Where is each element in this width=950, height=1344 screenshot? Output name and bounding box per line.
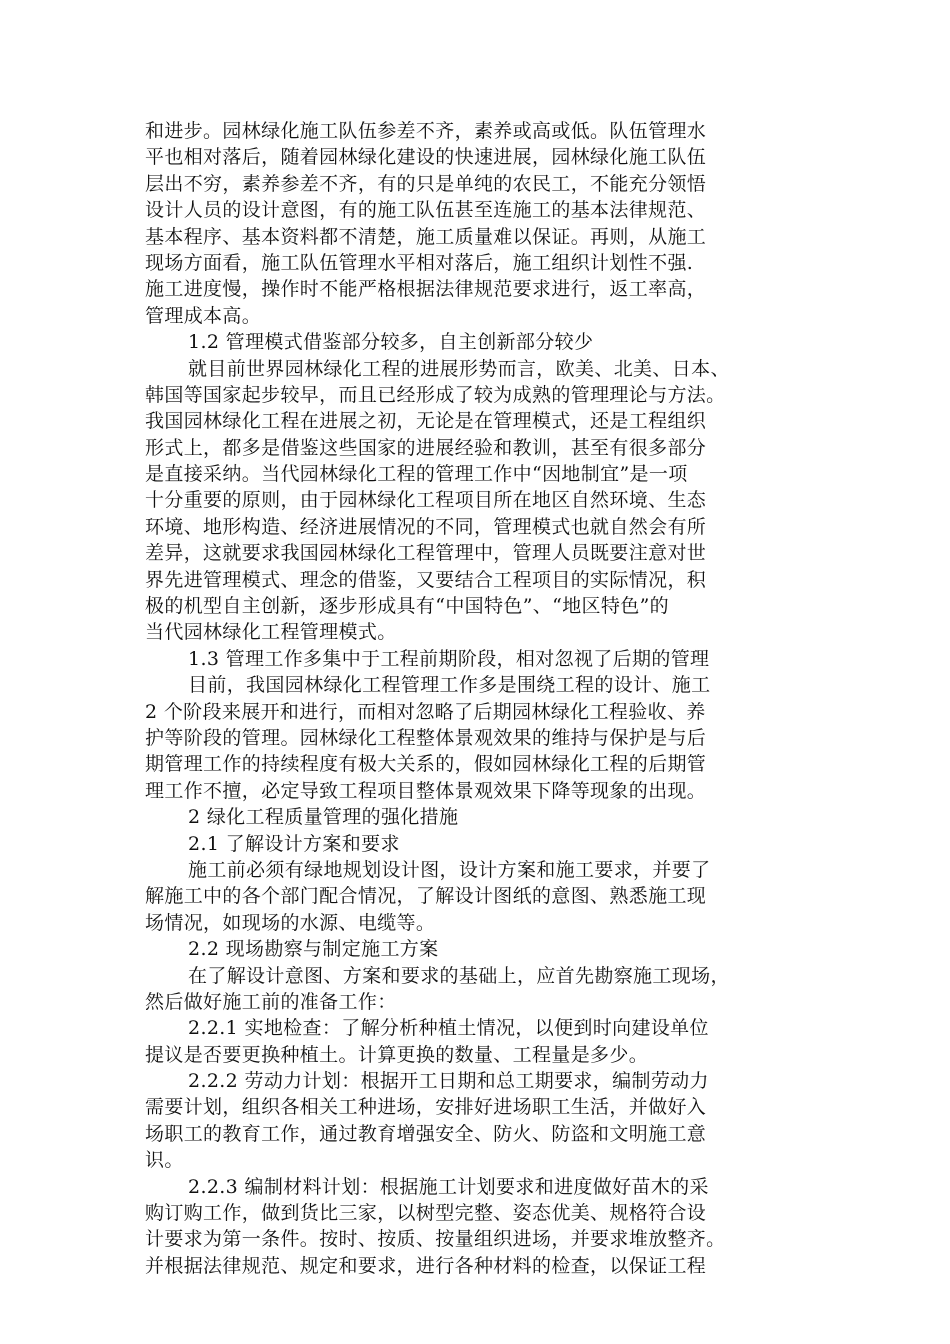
text-line: 1.3 管理工作多集中于工程前期阶段，相对忽视了后期的管理 [188,647,710,670]
text-line: 理工作不擅，必定导致工程项目整体景观效果下降等现象的出现。 [145,779,707,802]
text-line: 当代园林绿化工程管理模式。 [145,621,397,644]
text-line: 场情况，如现场的水源、电缆等。 [145,911,436,934]
text-line: 护等阶段的管理。园林绿化工程整体景观效果的维持与保护是与后 [145,726,707,749]
text-line: 识。 [145,1149,184,1172]
text-line: 然后做好施工前的准备工作： [145,990,397,1013]
text-line: 提议是否要更换种植土。计算更换的数量、工程量是多少。 [145,1043,649,1066]
text-line: 现场方面看，施工队伍管理水平相对落后，施工组织计划性不强. [145,251,694,274]
text-line: 购订购工作，做到货比三家，以树型完整、姿态优美、规格符合设 [145,1202,707,1225]
text-line: 就目前世界园林绿化工程的进展形势而言，欧美、北美、日本、 [188,357,730,380]
text-line: 形式上，都多是借鉴这些国家的进展经验和教训，甚至有很多部分 [145,436,707,459]
text-line: 界先进管理模式、理念的借鉴，又要结合工程项目的实际情况，积 [145,568,707,591]
text-line: 层出不穷，素养参差不齐，有的只是单纯的农民工，不能充分领悟 [145,172,707,195]
text-line: 管理成本高。 [145,304,262,327]
text-line: 2.1 了解设计方案和要求 [188,832,400,855]
text-line: 2.2 现场勘察与制定施工方案 [188,938,439,961]
text-line: 基本程序、基本资料都不清楚，施工质量难以保证。再则，从施工 [145,225,707,248]
text-line: 场职工的教育工作，通过教育增强安全、防火、防盗和文明施工意 [145,1122,707,1145]
text-line: 2.2.3 编制材料计划：根据施工计划要求和进度做好苗木的采 [188,1175,709,1198]
text-line: 设计人员的设计意图，有的施工队伍甚至连施工的基本法律规范、 [145,199,707,222]
text-line: 期管理工作的持续程度有极大关系的，假如园林绿化工程的后期管 [145,753,707,776]
text-line: 在了解设计意图、方案和要求的基础上，应首先勘察施工现场， [188,964,730,987]
text-line: 并根据法律规范、规定和要求，进行各种材料的检查，以保证工程 [145,1254,707,1277]
text-line: 韩国等国家起步较早，而且已经形成了较为成熟的管理理论与方法。 [145,383,726,406]
text-line: 和进步。园林绿化施工队伍参差不齐，素养或高或低。队伍管理水 [145,120,707,142]
text-line: 是直接采纳。当代园林绿化工程的管理工作中“因地制宜”是一项 [145,463,688,486]
text-line: 解施工中的各个部门配合情况，了解设计图纸的意图、熟悉施工现 [145,885,707,908]
text-line: 1.2 管理模式借鉴部分较多，自主创新部分较少 [188,331,594,354]
text-line: 需要计划，组织各相关工种进场，安排好进场职工生活，并做好入 [145,1096,707,1119]
text-line: 平也相对落后，随着园林绿化建设的快速进展，园林绿化施工队伍 [145,146,707,169]
text-line: 2 绿化工程质量管理的强化措施 [188,806,459,829]
text-line: 2.2.2 劳动力计划：根据开工日期和总工期要求，编制劳动力 [188,1070,709,1093]
text-line: 差异，这就要求我国园林绿化工程管理中，管理人员既要注意对世 [145,542,707,565]
text-line: 施工进度慢，操作时不能严格根据法律规范要求进行，返工率高， [145,278,707,301]
text-line: 极的机型自主创新，逐步形成具有“中国特色”、“地区特色”的 [145,595,670,618]
document-page [145,118,810,1279]
text-line: 十分重要的原则，由于园林绿化工程项目所在地区自然环境、生态 [145,489,707,512]
text-line: 2.2.1 实地检查：了解分析种植土情况，以便到时向建设单位 [188,1017,709,1040]
text-line: 环境、地形构造、经济进展情况的不同，管理模式也就自然会有所 [145,515,707,538]
text-line: 我国园林绿化工程在进展之初，无论是在管理模式，还是工程组织 [145,410,707,433]
text-line: 目前，我国园林绿化工程管理工作多是围绕工程的设计、施工 [188,674,711,697]
text-line: 施工前必须有绿地规划设计图，设计方案和施工要求，并要了 [188,858,711,881]
text-line: 2 个阶段来展开和进行，而相对忽略了后期园林绿化工程验收、养 [145,700,706,723]
text-line: 计要求为第一条件。按时、按质、按量组织进场，并要求堆放整齐。 [145,1228,726,1251]
